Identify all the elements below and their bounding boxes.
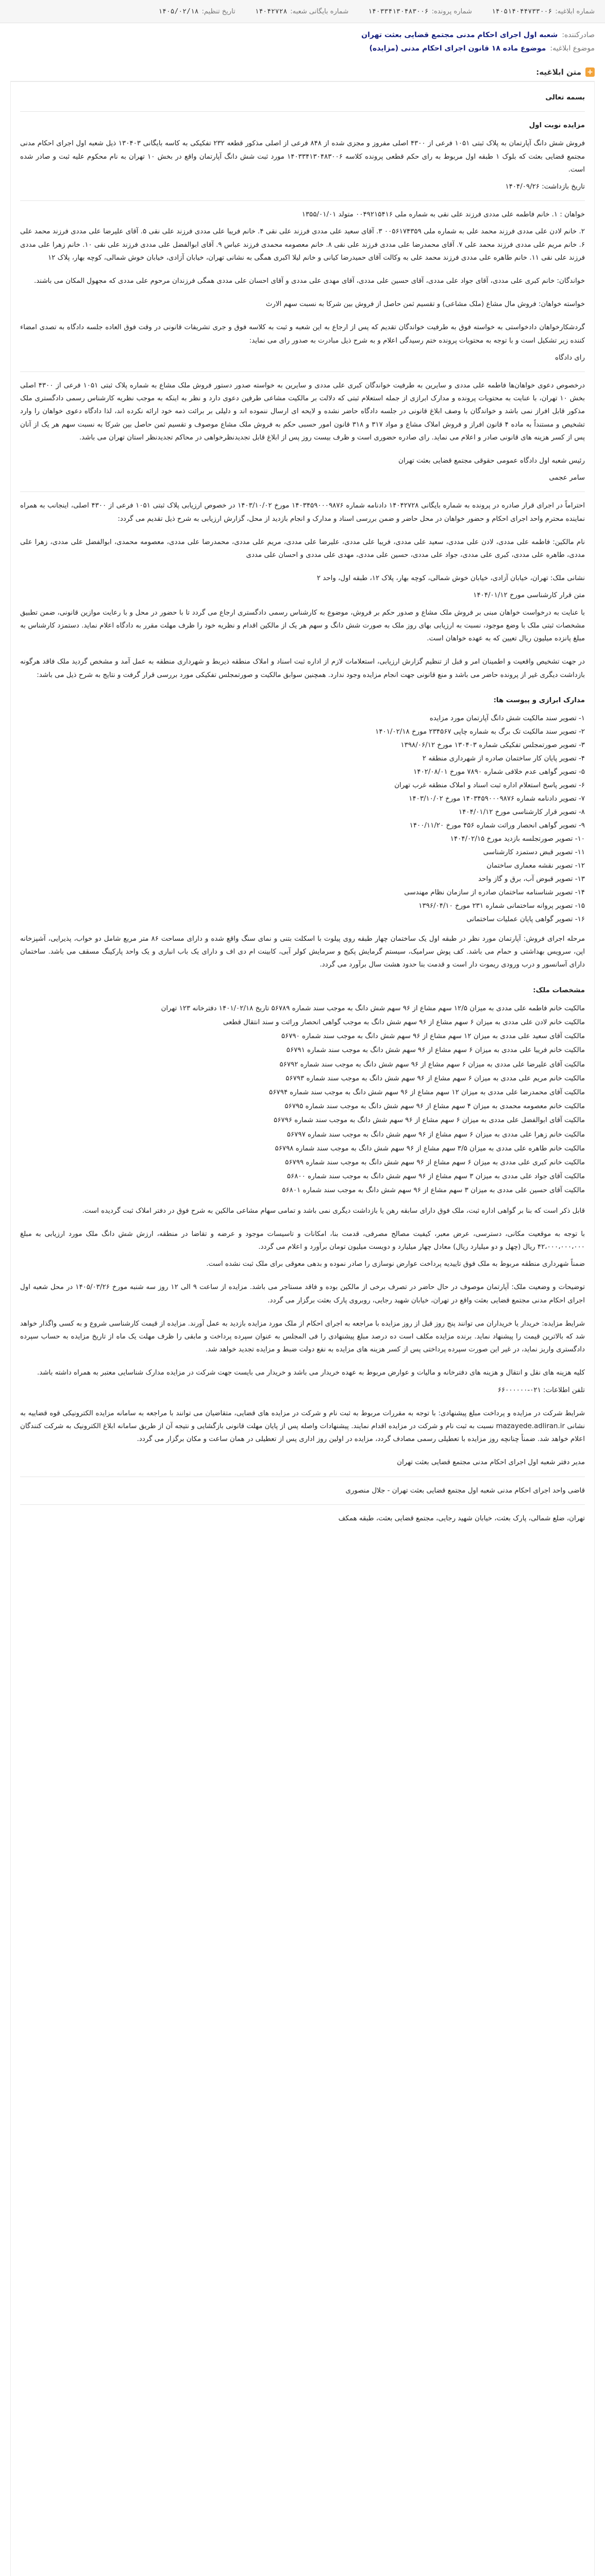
list-item: ۱۳- تصویر قبوض آب، برق و گاز واحد xyxy=(478,875,585,883)
issuer-label: صادرکننده: xyxy=(562,31,595,39)
notice-info xyxy=(0,23,605,58)
spec-item: مالکیت آقای ابوالفضل علی مددی به میزان ۶ سهم مشاع از ۹۶ سهم شش دانگ به موجب سند شماره ۵۶۷۹۶ xyxy=(274,1116,585,1125)
paragraph: توضیحات و وضعیت ملک: آپارتمان موصوف در حال حاضر در تصرف برخی از مالکین بوده و فاقد مستاجر می باشد. مزایده از ساعت ۹ الی ۱۲ روز سه شنبه مورخ ۱۴۰۵/۰۳/۲۶ در محل شعبه اول اجرای احکام مدنی مجتمع قضایی بعثت واقع در تهران، خیابان شهید رجایی، روبروی پارک بعثت برگزار می گردد. xyxy=(20,1283,585,1304)
signature-judge: قاضی واحد اجرای احکام مدنی شعبه اول مجتمع قضایی بعثت تهران - جلال منصوری xyxy=(345,1486,585,1495)
divider xyxy=(20,371,585,372)
spec-item: مالکیت خانم مریم علی مددی به میزان ۶ سهم مشاع از ۹۶ سهم شش دانگ به موجب سند شماره ۵۶۷۹۳ xyxy=(285,1074,585,1082)
list-item: ۹- تصویر گواهی انحصار وراثت شماره ۴۵۶ مورخ ۱۴۰۰/۱۱/۲۰ xyxy=(409,821,585,829)
paragraph: کلیه هزینه های نقل و انتقال و هزینه های دفترخانه و مالیات و عوارض مربوط به عهده خریدار می باشد و خریدار می بایست جهت شرکت در مزایده مدارک شناسایی معتبر به همراه داشته باشد. xyxy=(37,1369,585,1377)
meta-label: شماره پرونده: xyxy=(431,7,472,15)
spec-item: مالکیت خانم طاهره علی مددی به میزان ۳/۵ سهم مشاع از ۹۶ سهم شش دانگ به موجب سند شماره ۵۶۷۹۸ xyxy=(275,1144,585,1153)
meta-value: ۱۴۰۵/۰۲/۱۸ xyxy=(158,7,199,15)
paragraph: با عنایت به درخواست خواهان مبنی بر فروش ملک مشاع و صدور حکم بر فروش، موضوع به کارشناس رسمی دادگستری ارجاع می گردد تا با حضور در محل و با رعایت موازین قانونی، ضمن تطبیق مشخصات ثبتی ملک با وضع موجود، نسبت به ارزیابی بهای روز ملک به صورت شش دانگ و سهم هر یک از مالکین اقدام و نظریه خود را ظرف مهلت مقرر به دادگاه اعلام نماید. دستمزد کارشناس به مبلغ پانزده میلیون ریال تعیین که به عهده خواهان است. xyxy=(20,608,585,643)
subject-row xyxy=(10,42,595,55)
issuer-value: شعبه اول اجرای احکام مدنی مجتمع قضایی بعثت تهران xyxy=(361,31,558,39)
ownership-list xyxy=(20,1002,585,1197)
list-item: ۷- تصویر دادنامه شماره ۱۴۰۳۴۵۹۰۰۰۹۸۷۶ مورخ ۱۴۰۳/۱۰/۰۲ xyxy=(409,794,585,803)
paragraph: سامر عجمی xyxy=(549,474,585,482)
paragraph: در جهت تشخیص واقعیت و اطمینان امر و قبل از تنظیم گزارش ارزیابی، استعلامات لازم از اداره ثبت اسناد و املاک منطقه ذیربط و شهرداری منطقه به عمل آمد و مشخص گردید ملک فاقد هرگونه بازداشت دیگری غیر از پرونده حاضر می باشد و منع قانونی جهت انجام مزایده وجود ندارد. همچنین سوابق مالکیت و صورتمجلس تفکیکی مورد بررسی قرار گرفت و نتایج به شرح ذیل می باشد: xyxy=(20,658,585,679)
plus-icon[interactable]: + xyxy=(585,67,595,77)
meta-value: ۱۴۰۵۱۴۰۴۴۷۳۳۰۰۶ xyxy=(491,7,552,15)
meta-case-number xyxy=(368,8,472,15)
document-list xyxy=(20,712,585,926)
divider xyxy=(20,1504,585,1505)
spec-item: مالکیت آقای حسین علی مددی به میزان ۳ سهم مشاع از ۹۶ سهم شش دانگ به موجب سند شماره ۵۶۸۰۱ xyxy=(282,1187,585,1195)
spec-item: مالکیت خانم زهرا علی مددی به میزان ۶ سهم مشاع از ۹۶ سهم شش دانگ به موجب سند شماره ۵۶۷۹۷ xyxy=(287,1130,585,1139)
spec-item: مالکیت آقای جواد علی مددی به میزان ۳ سهم مشاع از ۹۶ سهم شش دانگ به موجب سند شماره ۵۶۸۰۰ xyxy=(287,1173,585,1181)
list-item: ۸- تصویر قرار کارشناسی مورخ ۱۴۰۴/۰۱/۱۲ xyxy=(458,808,585,816)
paragraph: تاریخ بازداشت: ۱۴۰۴/۰۹/۲۶ xyxy=(505,183,585,191)
paragraph: مدیر دفتر شعبه اول اجرای احکام مدنی مجتمع قضایی بعثت تهران xyxy=(397,1459,585,1467)
section-title: متن ابلاغیه: xyxy=(536,67,581,77)
notice-body xyxy=(10,82,595,2576)
court-address: تهران، ضلع شمالی، پارک بعثت، خیابان شهید رجایی، مجتمع قضایی بعثت، طبقه همکف xyxy=(338,1514,585,1522)
meta-value: ۱۴۰۳۳۴۱۳۰۴۸۳۰۰۶ xyxy=(368,7,429,15)
subject-value: موضوع ماده ۱۸ قانون اجرای احکام مدنی (مزایده) xyxy=(369,44,546,53)
spec-item: مالکیت آقای سعید علی مددی به میزان ۱۲ سهم مشاع از ۹۶ سهم شش دانگ به موجب سند شماره ۵۶۷۹۰ xyxy=(281,1032,585,1041)
spec-item: مالکیت خانم کبری علی مددی به میزان ۶ سهم مشاع از ۹۶ سهم شش دانگ به موجب سند شماره ۵۶۷۹۹ xyxy=(285,1158,585,1166)
subject-label: موضوع ابلاغیه: xyxy=(550,44,595,53)
paragraph: خواسته خواهان: فروش مال مشاع (ملک مشاعی) و تقسیم ثمن حاصل از فروش بین شرکا به نسبت سهم الارث xyxy=(265,300,585,309)
meta-value: ۱۴۰۴۲۷۲۸ xyxy=(255,7,288,15)
list-item: ۱۵- تصویر پروانه ساختمانی شماره ۲۳۱ مورخ ۱۳۹۶/۰۴/۱۰ xyxy=(418,902,585,910)
meta-label: تاریخ تنظیم: xyxy=(201,7,236,15)
paragraph: احتراماً در اجرای قرار صادره در پرونده به شماره بایگانی ۱۴۰۴۲۷۲۸ دادنامه شماره ۱۴۰۳۴۵۹۰۰۰۹۸۷۶ مورخ ۱۴۰۳/۱۰/۰۲ در خصوص ارزیابی پلاک ثبتی ۱۰۵۱ فرعی از ۴۳۰۰ اصلی، اینجانب به همراه نماینده محترم واحد اجرای احکام و حضور خواهان در محل حاضر و ضمن بررسی اسناد و مدارک و انجام بازدید از محل، گزارش ارزیابی به شرح ذیل تقدیم می گردد: xyxy=(20,502,585,523)
paragraph: خواهان : ۱. خانم فاطمه علی مددی فرزند علی نقی به شماره ملی ۰۰۴۹۲۱۵۴۱۶ متولد ۱۳۵۵/۰۱/۰۱ xyxy=(301,211,585,219)
paragraph: درخصوص دعوی خواهان‌ها فاطمه علی مددی و سایرین به طرفیت خواندگان کبری علی مددی و سایرین به خواسته صدور دستور فروش ملک مشاع به شماره پلاک ثبتی ۱۰۵۱ فرعی از ۴۳۰۰ اصلی بخش ۱۰ تهران، با عنایت به محتویات پرونده و مدارک ابرازی از جمله استعلام ثبتی که دلالت بر مالکیت مشاعی طرفین دعوی دارد و نظر به اینکه به موجب نظریه کارشناس رسمی دادگستری ملک مذکور قابل افراز نمی باشد و خواندگان با وصف ابلاغ قانونی در جلسه دادگاه حاضر نشده و لایحه ای ارسال ننموده اند و دلیلی بر برائت ذمه خود ارائه نکرده اند، لذا دادگاه دعوی خواهان را وارد تشخیص و مستنداً به ماده ۴ قانون افراز و فروش املاک مشاع و مواد ۳۱۷ و ۳۱۸ قانون امور حسبی حکم به فروش ملک مشاع موصوف و تقسیم ثمن حاصل بین شرکا به نسبت سهم هر یک از آنان پس از کسر هزینه های قانونی صادر و اعلام می نماید. رای صادره حضوری است و ظرف بیست روز پس از ابلاغ قابل تجدیدنظرخواهی در محاکم تجدیدنظر استان تهران می باشد. xyxy=(20,382,585,442)
list-item: ۵- تصویر گواهی عدم خلافی شماره ۷۸۹۰ مورخ ۱۴۰۲/۰۸/۰۱ xyxy=(413,768,585,776)
list-item: ۱- تصویر سند مالکیت شش دانگ آپارتمان مورد مزایده xyxy=(429,714,585,722)
list-item: ۶- تصویر پاسخ استعلام اداره ثبت اسناد و املاک منطقه غرب تهران xyxy=(394,781,585,789)
spec-title: مشخصات ملک: xyxy=(533,986,585,994)
spec-item: مالکیت خانم معصومه محمدی به میزان ۴ سهم مشاع از ۹۶ سهم شش دانگ به موجب سند شماره ۵۶۷۹۵ xyxy=(284,1103,585,1111)
paragraph: ضمناً شهرداری منطقه مربوط به ملک فوق تاییدیه پرداخت عوارض نوسازی را صادر نموده و بدهی معوقی برای ملک ثبت نشده است. xyxy=(206,1260,585,1268)
meta-label: شماره بایگانی شعبه: xyxy=(290,7,349,15)
issuer-row xyxy=(10,28,595,42)
meta-archive-number xyxy=(255,8,349,15)
list-item: ۴- تصویر پایان کار ساختمان صادره از شهرداری منطقه ۲ xyxy=(422,754,585,762)
notice-text-header[interactable] xyxy=(10,63,595,82)
paragraph: شرایط شرکت در مزایده و پرداخت مبلغ پیشنهادی: با توجه به مقررات مربوط به ثبت نام و شرکت در مزایده های قضایی، متقاضیان می توانند با مراجعه به سامانه مزایده الکترونیکی قوه قضاییه به نشانی mazayede.adliran.ir نسبت به ثبت نام و شرکت در مزایده اقدام نمایند. پیشنهادات واصله پس از پایان مهلت قانونی بازگشایی و نتیجه آن از طریق سامانه ابلاغ الکترونیک به شرکت کنندگان اعلام خواهد شد. ضمناً چنانچه روز مزایده با تعطیلی رسمی مصادف گردد، مزایده در اولین روز اداری پس از تعطیلی در همان ساعت و مکان برگزار می گردد. xyxy=(20,1409,585,1444)
divider xyxy=(20,111,585,112)
paragraph: با توجه به موقعیت مکانی، دسترسی، عرض معبر، کیفیت مصالح مصرفی، قدمت بنا، امکانات و تاسیسات موجود و عرضه و تقاضا در منطقه، ارزش شش دانگ ملک مورد ارزیابی به مبلغ ۴۲،۰۰۰،۰۰۰،۰۰۰ ریال (چهل و دو میلیارد ریال) معادل چهار میلیارد و دویست میلیون تومان برآورد و اعلام می گردد. xyxy=(20,1230,585,1251)
paragraph: متن قرار کارشناسی مورخ ۱۴۰۴/۰۱/۱۲ xyxy=(473,591,585,600)
paragraph: شرایط مزایده: خریدار یا خریداران می توانند پنج روز قبل از روز مزایده با مراجعه به اجرای احکام از ملک مورد مزایده بازدید به عمل آورند. مزایده از قیمت کارشناسی شروع و به کسی واگذار خواهد شد که بالاترین قیمت را پیشنهاد نماید. برنده مزایده مکلف است ده درصد مبلغ پیشنهادی را فی المجلس به عنوان سپرده پرداخت و مابقی را ظرف مهلت یک ماه از تاریخ مزایده به حساب سپرده دادگستری واریز نماید، در غیر این صورت سپرده پرداختی پس از کسر هزینه های مزایده به نفع دولت ضبط و مزایده تجدید خواهد شد. xyxy=(20,1319,585,1354)
spec-item: مالکیت خانم لادن علی مددی به میزان ۶ سهم مشاع از ۹۶ سهم شش دانگ به موجب گواهی انحصار وراثت و سند انتقال قطعی xyxy=(223,1018,585,1026)
meta-notice-number xyxy=(492,8,595,15)
meta-label: شماره ابلاغیه: xyxy=(555,7,595,15)
paragraph: ۲. خانم لادن علی مددی فرزند محمد علی به شماره ملی ۰۰۵۶۱۷۴۳۵۹ ۳. آقای سعید علی مددی فرزند علی نقی ۴. خانم فریبا علی مددی فرزند علی نقی ۵. آقای علیرضا علی مددی فرزند محمد علی ۶. خانم مریم علی مددی فرزند محمد علی ۷. آقای محمدرضا علی مددی فرزند علی نقی ۸. خانم معصومه محمدی فرزند عباس ۹. آقای ابوالفضل علی مددی فرزند علی نقی ۱۰. خانم زهرا علی مددی فرزند علی نقی ۱۱. خانم طاهره علی مددی فرزند محمد علی به وکالت آقای حمیدرضا کیانی و خانم لیلا اکبری همگی به نشانی تهران، خیابان آزادی، خیابان خوش شمالی، کوچه بهار، پلاک ۱۲ xyxy=(20,228,585,262)
paragraph: رای دادگاه xyxy=(554,353,585,362)
list-item: ۱۶- تصویر گواهی پایان عملیات ساختمانی xyxy=(466,915,585,923)
paragraph: نشانی ملک: تهران، خیابان آزادی، خیابان خوش شمالی، کوچه بهار، پلاک ۱۲، طبقه اول، واحد ۲ xyxy=(316,574,585,583)
paragraph: نام مالکین: فاطمه علی مددی، لادن علی مددی، سعید علی مددی، فریبا علی مددی، علیرضا علی مددی، مریم علی مددی، محمدرضا علی مددی، معصومه محمدی، ابوالفضل علی مددی، زهرا علی مددی، طاهره علی مددی، کبری علی مددی، جواد علی مددی، حسین علی مددی، مهدی علی مددی و احسان علی مددی xyxy=(20,538,585,560)
paragraph: فروش شش دانگ آپارتمان به پلاک ثبتی ۱۰۵۱ فرعی از ۴۳۰۰ اصلی مفروز و مجزی شده از ۸۴۸ فرعی از اصلی مذکور قطعه ۲۳۲ تفکیکی به کاسه بایگانی ۱۳۰۴۰۳ ذیل شعبه اول اجرای احکام مدنی مجتمع قضایی بعثت که بلوک ۱ طبقه اول مربوط به رای حکم قطعی پرونده کلاسه ۱۴۰۳۳۴۱۳۰۴۸۳۰۰۶ مورد ثبت شش دانگ آپارتمان واقع در بخش ۱۰ تهران به نام محکوم علیه ثبت و صادر شده است. xyxy=(20,140,585,174)
list-title: مدارک ابرازی و پیوست ها: xyxy=(493,696,585,704)
list-item: ۱۰- تصویر صورتجلسه بازدید مورخ ۱۴۰۴/۰۲/۱۵ xyxy=(450,835,585,843)
meta-date xyxy=(158,8,235,15)
list-item: ۱۱- تصویر قبض دستمزد کارشناسی xyxy=(483,848,585,856)
paragraph: خواندگان: خانم کبری علی مددی، آقای جواد علی مددی، آقای حسین علی مددی، آقای مهدی علی مددی و آقای احسان علی مددی همگی فرزندان مرحوم علی مددی که مجهول المکان می باشند. xyxy=(34,277,585,285)
paragraph: قابل ذکر است که بنا بر گواهی اداره ثبت، ملک فوق دارای سابقه رهن یا بازداشت دیگری نمی باشد و تمامی سهام مشاعی مالکین به شرح فوق در دفتر املاک ثبت گردیده است. xyxy=(82,1207,585,1215)
divider xyxy=(20,200,585,201)
notice-meta-bar xyxy=(0,0,605,23)
paragraph: تلفن اطلاعات: ۰۲۱-۶۶۰۰۰۰۰۰ xyxy=(497,1386,585,1394)
spec-item: مالکیت آقای محمدرضا علی مددی به میزان ۱۲ سهم مشاع از ۹۶ سهم شش دانگ به موجب سند شماره ۵۶۷۹۴ xyxy=(269,1088,585,1096)
list-item: ۲- تصویر سند مالکیت تک برگ به شماره چاپی ۲۳۴۵۶۷ مورخ ۱۴۰۱/۰۲/۱۸ xyxy=(375,727,585,736)
list-item: ۱۲- تصویر نقشه معماری ساختمان xyxy=(486,861,585,870)
notice-title: مزایده نوبت اول xyxy=(529,122,585,130)
spec-item: مالکیت آقای علیرضا علی مددی به میزان ۶ سهم مشاع از ۹۶ سهم شش دانگ به موجب سند شماره ۵۶۷۹۲ xyxy=(279,1060,585,1069)
paragraph: رئیس شعبه اول دادگاه عمومی حقوقی مجتمع قضایی بعثت تهران xyxy=(398,457,585,465)
list-item: ۱۴- تصویر شناسنامه ساختمان صادره از سازمان نظام مهندسی xyxy=(404,888,585,896)
basmala: بسمه تعالی xyxy=(545,94,585,101)
list-item: ۳- تصویر صورتمجلس تفکیکی شماره ۱۳۰۴۰۳ مورخ ۱۳۹۸/۰۶/۱۲ xyxy=(400,741,585,749)
spec-item: مالکیت خانم فاطمه علی مددی به میزان ۱۲/۵ سهم مشاع از ۹۶ سهم شش دانگ به موجب سند شماره ۵۶۷۸۹ تاریخ ۱۴۰۱/۰۲/۱۸ دفترخانه ۱۲۳ تهران xyxy=(161,1004,585,1012)
paragraph: مرحله اجرای فروش: آپارتمان مورد نظر در طبقه اول یک ساختمان چهار طبقه روی پیلوت با اسکلت بتنی و نمای سنگ واقع شده و دارای مساحت ۸۶ متر مربع شامل دو خواب، پذیرایی، آشپزخانه اپن، سرویس بهداشتی و حمام می باشد. کف پوش سرامیک، سیستم گرمایش پکیج و سرمایش کولر آبی، کابینت ام دی اف و دارای یک باب انباری و یک واحد پارکینگ مسقف می باشد. ساختمان دارای آسانسور و درب ورودی ریموت دار است و قدمت بنا حدود هشت سال برآورد می گردد. xyxy=(20,935,585,969)
paragraph: گردشکارخواهان دادخواستی به خواسته فوق به طرفیت خواندگان تقدیم که پس از ارجاع به این شعبه و ثبت به کلاسه فوق و جری تشریفات قانونی در وقت فوق العاده جلسه دادگاه به تصدی امضاء کننده زیر تشکیل است و با توجه به محتویات پرونده ختم رسیدگی اعلام و به شرح ذیل مبادرت به صدور رای می نماید: xyxy=(20,324,585,345)
spec-item: مالکیت خانم فریبا علی مددی به میزان ۶ سهم مشاع از ۹۶ سهم شش دانگ به موجب سند شماره ۵۶۷۹۱ xyxy=(286,1046,585,1055)
